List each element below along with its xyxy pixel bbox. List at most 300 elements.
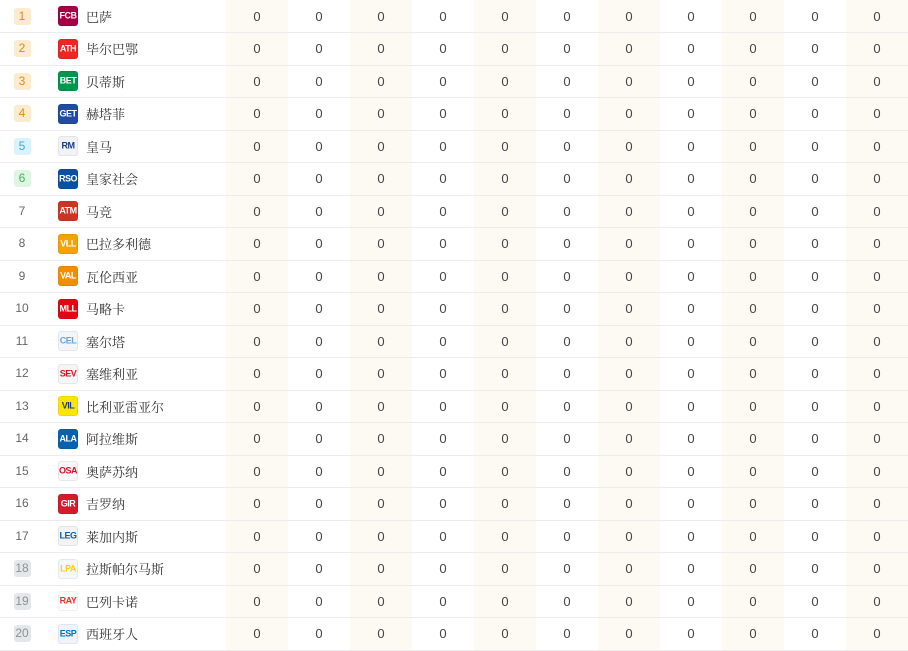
team-cell[interactable] [44, 260, 226, 293]
rank-badge: 16 [15, 496, 29, 511]
stat-cell: 0 [474, 228, 536, 261]
stat-cell: 0 [412, 520, 474, 553]
stat-cell: 0 [474, 553, 536, 586]
team-name: 马略卡 [86, 302, 126, 318]
stat-cell: 0 [846, 325, 908, 358]
stat-cell: 0 [350, 325, 412, 358]
team-name: 瓦伦西亚 [86, 269, 139, 285]
stat-cell: 0 [598, 33, 660, 66]
stat-cell: 0 [412, 325, 474, 358]
team-cell[interactable] [44, 390, 226, 423]
team-wrapper [44, 526, 226, 546]
team-crest-icon [58, 364, 78, 384]
stat-cell: 0 [598, 260, 660, 293]
team-crest-abbr: LPA [60, 563, 76, 574]
team-crest-icon [58, 396, 78, 416]
rank-cell [0, 293, 44, 326]
stat-cell: 0 [660, 358, 722, 391]
stat-cell: 0 [350, 585, 412, 618]
stat-cell: 0 [846, 228, 908, 261]
stat-cell: 0 [722, 618, 784, 651]
table-row[interactable] [0, 358, 908, 391]
team-crest-abbr: GIR [60, 498, 76, 509]
stat-cell: 0 [288, 33, 350, 66]
stat-cell: 0 [536, 98, 598, 131]
team-cell[interactable] [44, 553, 226, 586]
team-wrapper [44, 39, 226, 59]
stat-cell: 0 [784, 228, 846, 261]
stat-cell: 0 [784, 488, 846, 521]
table-row[interactable] [0, 98, 908, 131]
stat-cell: 0 [288, 585, 350, 618]
stat-cell: 0 [722, 163, 784, 196]
team-cell[interactable] [44, 33, 226, 66]
team-crest-abbr: SEV [59, 368, 77, 379]
stat-cell: 0 [288, 195, 350, 228]
team-name: 巴列卡诺 [86, 594, 139, 610]
team-name: 吉罗纳 [86, 497, 126, 513]
team-name: 塞尔塔 [86, 334, 126, 350]
stat-cell: 0 [660, 0, 722, 33]
stat-cell: 0 [536, 163, 598, 196]
rank-cell [0, 163, 44, 196]
rank-badge: 2 [14, 40, 31, 57]
stat-cell: 0 [226, 98, 288, 131]
stat-cell: 0 [412, 293, 474, 326]
team-crest-abbr: ESP [59, 628, 77, 639]
team-cell[interactable] [44, 163, 226, 196]
stat-cell: 0 [598, 423, 660, 456]
stat-cell: 0 [598, 195, 660, 228]
team-wrapper [44, 429, 226, 449]
rank-badge: 11 [15, 333, 29, 348]
stat-cell: 0 [846, 130, 908, 163]
stat-cell: 0 [660, 325, 722, 358]
stat-cell: 0 [412, 130, 474, 163]
stat-cell: 0 [288, 618, 350, 651]
rank-cell [0, 358, 44, 391]
rank-badge: 15 [15, 463, 29, 478]
stat-cell: 0 [226, 163, 288, 196]
stat-cell: 0 [660, 553, 722, 586]
team-wrapper [44, 559, 226, 579]
team-cell[interactable] [44, 130, 226, 163]
rank-badge: 3 [14, 73, 31, 90]
stat-cell: 0 [784, 618, 846, 651]
team-wrapper [44, 461, 226, 481]
stat-cell: 0 [722, 488, 784, 521]
team-name: 塞维利亚 [86, 367, 139, 383]
rank-badge: 20 [15, 626, 29, 641]
stat-cell: 0 [412, 65, 474, 98]
stat-cell: 0 [846, 260, 908, 293]
stat-cell: 0 [660, 163, 722, 196]
rank-badge: 7 [18, 203, 26, 218]
team-name: 皇马 [86, 139, 113, 155]
team-cell[interactable] [44, 195, 226, 228]
team-crest-icon [58, 494, 78, 514]
team-crest-icon [58, 169, 78, 189]
team-cell[interactable] [44, 0, 226, 33]
team-cell[interactable] [44, 293, 226, 326]
stat-cell: 0 [412, 228, 474, 261]
team-wrapper [44, 136, 226, 156]
rank-badge: 5 [14, 138, 31, 155]
table-row[interactable] [0, 33, 908, 66]
table-row[interactable] [0, 195, 908, 228]
team-crest-icon [58, 331, 78, 351]
rank-cell [0, 488, 44, 521]
team-crest-abbr: LEG [59, 530, 77, 541]
table-row[interactable] [0, 585, 908, 618]
stat-cell: 0 [350, 520, 412, 553]
stat-cell: 0 [474, 618, 536, 651]
stat-cell: 0 [598, 520, 660, 553]
stat-cell: 0 [660, 455, 722, 488]
stat-cell: 0 [784, 163, 846, 196]
rank-badge: 10 [15, 301, 29, 316]
stat-cell: 0 [536, 423, 598, 456]
team-cell[interactable] [44, 98, 226, 131]
stat-cell: 0 [598, 228, 660, 261]
stat-cell: 0 [226, 65, 288, 98]
stat-cell: 0 [660, 520, 722, 553]
stat-cell: 0 [474, 423, 536, 456]
rank-cell [0, 130, 44, 163]
stat-cell: 0 [412, 455, 474, 488]
team-name: 奥萨苏纳 [86, 464, 139, 480]
stat-cell: 0 [660, 618, 722, 651]
stat-cell: 0 [722, 455, 784, 488]
team-name: 巴拉多利德 [86, 237, 152, 253]
stat-cell: 0 [536, 195, 598, 228]
stat-cell: 0 [536, 130, 598, 163]
team-crest-abbr: ATH [59, 43, 77, 54]
stat-cell: 0 [784, 195, 846, 228]
stat-cell: 0 [412, 0, 474, 33]
stat-cell: 0 [846, 390, 908, 423]
team-crest-abbr: BET [59, 75, 77, 86]
stat-cell: 0 [350, 553, 412, 586]
stat-cell: 0 [536, 33, 598, 66]
rank-cell [0, 33, 44, 66]
stat-cell: 0 [536, 293, 598, 326]
stat-cell: 0 [846, 585, 908, 618]
team-crest-abbr: ATM [59, 205, 77, 216]
team-crest-abbr: VIL [61, 400, 75, 411]
stat-cell: 0 [350, 358, 412, 391]
table-row[interactable] [0, 325, 908, 358]
rank-badge: 12 [15, 366, 29, 381]
stat-cell: 0 [722, 228, 784, 261]
stat-cell: 0 [598, 585, 660, 618]
stat-cell: 0 [660, 33, 722, 66]
stat-cell: 0 [474, 163, 536, 196]
stat-cell: 0 [784, 585, 846, 618]
stat-cell: 0 [660, 585, 722, 618]
team-crest-abbr: OSA [58, 465, 78, 476]
stat-cell: 0 [288, 325, 350, 358]
rank-cell [0, 195, 44, 228]
stat-cell: 0 [784, 455, 846, 488]
team-cell[interactable] [44, 423, 226, 456]
stat-cell: 0 [846, 163, 908, 196]
rank-badge: 18 [15, 561, 29, 576]
stat-cell: 0 [598, 390, 660, 423]
stat-cell: 0 [598, 618, 660, 651]
stat-cell: 0 [846, 423, 908, 456]
stat-cell: 0 [226, 455, 288, 488]
team-wrapper [44, 6, 226, 26]
team-crest-icon [58, 234, 78, 254]
team-wrapper [44, 234, 226, 254]
rank-cell [0, 228, 44, 261]
team-wrapper [44, 396, 226, 416]
stat-cell: 0 [536, 488, 598, 521]
team-name: 毕尔巴鄂 [86, 42, 139, 58]
stat-cell: 0 [288, 163, 350, 196]
stat-cell: 0 [598, 553, 660, 586]
stat-cell: 0 [722, 293, 784, 326]
stat-cell: 0 [784, 260, 846, 293]
rank-badge: 6 [14, 170, 31, 187]
stat-cell: 0 [412, 423, 474, 456]
stat-cell: 0 [412, 553, 474, 586]
team-crest-icon [58, 591, 78, 611]
stat-cell: 0 [288, 423, 350, 456]
team-crest-icon [58, 559, 78, 579]
stat-cell: 0 [660, 390, 722, 423]
rank-cell [0, 390, 44, 423]
stat-cell: 0 [784, 130, 846, 163]
stat-cell: 0 [846, 455, 908, 488]
team-crest-abbr: RSO [58, 173, 78, 184]
table-row[interactable] [0, 488, 908, 521]
stat-cell: 0 [474, 195, 536, 228]
table-row[interactable] [0, 520, 908, 553]
stat-cell: 0 [350, 33, 412, 66]
team-name: 赫塔菲 [86, 107, 126, 123]
stat-cell: 0 [350, 293, 412, 326]
stat-cell: 0 [722, 325, 784, 358]
stat-cell: 0 [722, 65, 784, 98]
team-crest-abbr: FCB [59, 10, 77, 21]
table-row[interactable] [0, 553, 908, 586]
stat-cell: 0 [412, 260, 474, 293]
stat-cell: 0 [846, 33, 908, 66]
stat-cell: 0 [598, 98, 660, 131]
stat-cell: 0 [412, 618, 474, 651]
stat-cell: 0 [784, 390, 846, 423]
stat-cell: 0 [288, 390, 350, 423]
team-name: 巴萨 [86, 9, 113, 25]
stat-cell: 0 [784, 325, 846, 358]
team-crest-abbr: CEL [59, 335, 77, 346]
team-name: 拉斯帕尔马斯 [86, 562, 165, 578]
rank-cell [0, 65, 44, 98]
stat-cell: 0 [598, 455, 660, 488]
team-name: 莱加内斯 [86, 529, 139, 545]
team-crest-icon [58, 299, 78, 319]
stat-cell: 0 [846, 293, 908, 326]
team-name: 马竞 [86, 204, 113, 220]
team-crest-abbr: VAL [60, 270, 76, 281]
team-cell[interactable] [44, 585, 226, 618]
stat-cell: 0 [536, 358, 598, 391]
stat-cell: 0 [536, 520, 598, 553]
stat-cell: 0 [846, 553, 908, 586]
team-wrapper [44, 266, 226, 286]
stat-cell: 0 [412, 358, 474, 391]
table-row[interactable] [0, 130, 908, 163]
stat-cell: 0 [350, 260, 412, 293]
stat-cell: 0 [226, 0, 288, 33]
stat-cell: 0 [660, 423, 722, 456]
rank-cell [0, 423, 44, 456]
rank-cell [0, 585, 44, 618]
stat-cell: 0 [660, 130, 722, 163]
table-row[interactable] [0, 455, 908, 488]
rank-badge: 1 [14, 8, 31, 25]
team-crest-icon [58, 266, 78, 286]
team-crest-icon [58, 104, 78, 124]
stat-cell: 0 [536, 65, 598, 98]
stat-cell: 0 [536, 553, 598, 586]
rank-badge: 9 [18, 268, 26, 283]
team-cell[interactable] [44, 228, 226, 261]
stat-cell: 0 [784, 98, 846, 131]
stat-cell: 0 [474, 65, 536, 98]
rank-cell [0, 325, 44, 358]
stat-cell: 0 [288, 98, 350, 131]
stat-cell: 0 [474, 325, 536, 358]
stat-cell: 0 [846, 65, 908, 98]
team-name: 贝蒂斯 [86, 74, 126, 90]
table-row[interactable] [0, 423, 908, 456]
table-row[interactable] [0, 618, 908, 651]
stat-cell: 0 [846, 0, 908, 33]
team-crest-abbr: RAY [59, 595, 77, 606]
stat-cell: 0 [226, 553, 288, 586]
stat-cell: 0 [226, 488, 288, 521]
stat-cell: 0 [226, 585, 288, 618]
team-wrapper [44, 364, 226, 384]
team-cell[interactable] [44, 325, 226, 358]
table-row[interactable] [0, 228, 908, 261]
table-row[interactable] [0, 65, 908, 98]
team-cell[interactable] [44, 488, 226, 521]
stat-cell: 0 [226, 618, 288, 651]
stat-cell: 0 [288, 358, 350, 391]
stat-cell: 0 [474, 98, 536, 131]
team-crest-abbr: MLL [59, 303, 77, 314]
stat-cell: 0 [288, 0, 350, 33]
stat-cell: 0 [350, 455, 412, 488]
stat-cell: 0 [412, 98, 474, 131]
team-crest-icon [58, 201, 78, 221]
stat-cell: 0 [722, 98, 784, 131]
stat-cell: 0 [598, 65, 660, 98]
table-row[interactable] [0, 390, 908, 423]
rank-cell [0, 98, 44, 131]
stat-cell: 0 [722, 260, 784, 293]
team-crest-icon [58, 136, 78, 156]
team-wrapper [44, 331, 226, 351]
stat-cell: 0 [598, 0, 660, 33]
stat-cell: 0 [474, 390, 536, 423]
stat-cell: 0 [846, 488, 908, 521]
stat-cell: 0 [784, 33, 846, 66]
stat-cell: 0 [474, 130, 536, 163]
stat-cell: 0 [598, 358, 660, 391]
team-name: 阿拉维斯 [86, 432, 139, 448]
stat-cell: 0 [288, 520, 350, 553]
team-cell[interactable] [44, 65, 226, 98]
stat-cell: 0 [350, 163, 412, 196]
stat-cell: 0 [288, 65, 350, 98]
stat-cell: 0 [660, 195, 722, 228]
stat-cell: 0 [412, 195, 474, 228]
table-row[interactable] [0, 163, 908, 196]
table-row[interactable] [0, 0, 908, 33]
team-crest-abbr: ALA [59, 433, 77, 444]
stat-cell: 0 [288, 293, 350, 326]
stat-cell: 0 [598, 325, 660, 358]
stat-cell: 0 [350, 390, 412, 423]
stat-cell: 0 [474, 293, 536, 326]
team-wrapper [44, 591, 226, 611]
stat-cell: 0 [536, 618, 598, 651]
stat-cell: 0 [350, 228, 412, 261]
stat-cell: 0 [660, 488, 722, 521]
team-crest-abbr: GET [59, 108, 77, 119]
stat-cell: 0 [226, 33, 288, 66]
stat-cell: 0 [722, 195, 784, 228]
team-cell[interactable] [44, 358, 226, 391]
table-row[interactable] [0, 260, 908, 293]
stat-cell: 0 [474, 358, 536, 391]
stat-cell: 0 [722, 520, 784, 553]
stat-cell: 0 [536, 390, 598, 423]
stat-cell: 0 [474, 488, 536, 521]
stat-cell: 0 [784, 423, 846, 456]
stat-cell: 0 [722, 423, 784, 456]
stat-cell: 0 [722, 0, 784, 33]
stat-cell: 0 [784, 293, 846, 326]
stat-cell: 0 [226, 293, 288, 326]
table-row[interactable] [0, 293, 908, 326]
stat-cell: 0 [350, 195, 412, 228]
team-crest-icon [58, 429, 78, 449]
team-cell[interactable] [44, 455, 226, 488]
rank-cell [0, 260, 44, 293]
stat-cell: 0 [226, 130, 288, 163]
stat-cell: 0 [412, 163, 474, 196]
stat-cell: 0 [598, 293, 660, 326]
stat-cell: 0 [660, 293, 722, 326]
stat-cell: 0 [226, 423, 288, 456]
stat-cell: 0 [784, 65, 846, 98]
stat-cell: 0 [722, 553, 784, 586]
stat-cell: 0 [412, 390, 474, 423]
team-cell[interactable] [44, 618, 226, 651]
stat-cell: 0 [784, 553, 846, 586]
stat-cell: 0 [846, 358, 908, 391]
team-crest-abbr: VLL [60, 238, 76, 249]
team-cell[interactable] [44, 520, 226, 553]
stat-cell: 0 [536, 0, 598, 33]
stat-cell: 0 [536, 228, 598, 261]
